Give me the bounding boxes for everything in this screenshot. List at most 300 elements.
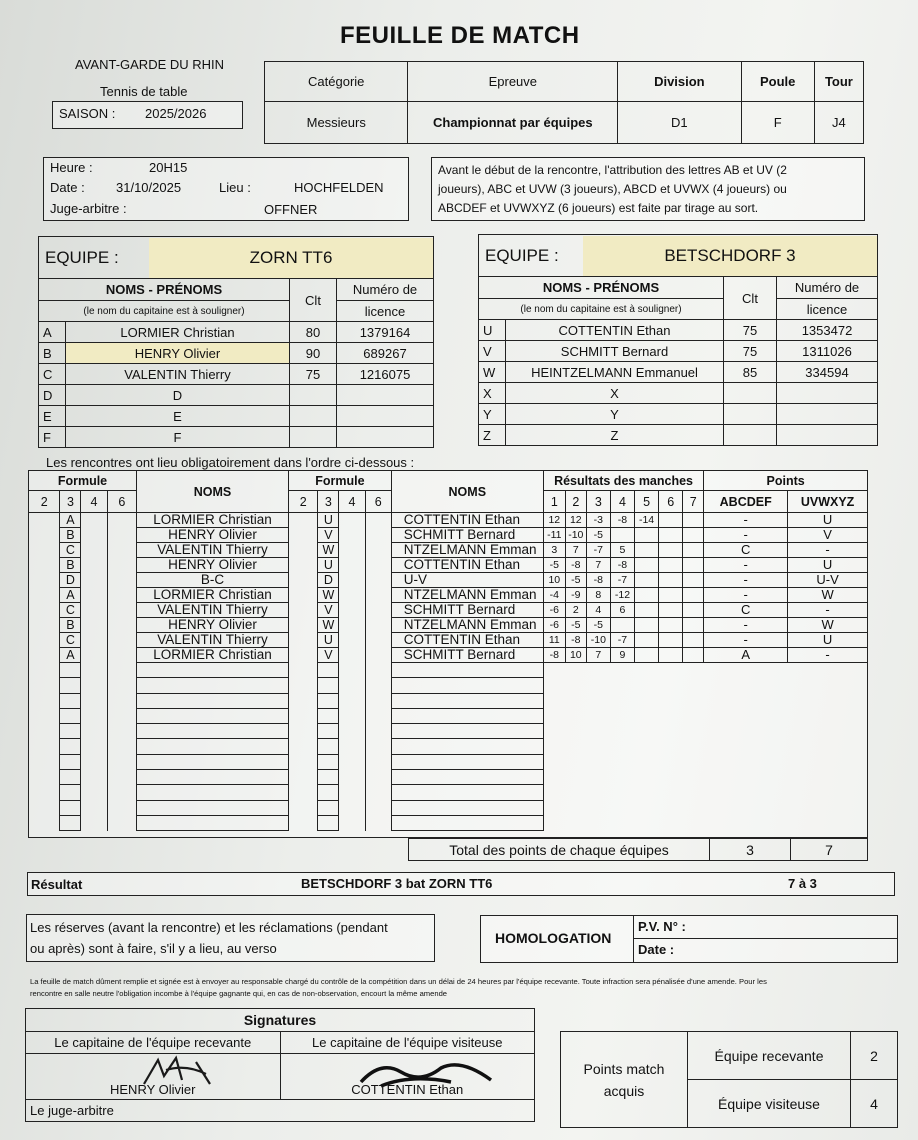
set-score xyxy=(683,513,704,528)
empty-cell xyxy=(339,693,365,708)
away-team-name: BETSCHDORF 3 xyxy=(583,236,877,276)
empty-cell xyxy=(136,785,288,800)
away-licence-header: Numéro de xyxy=(777,277,878,299)
formule-header-away: Formule xyxy=(289,471,392,491)
empty-cell xyxy=(659,708,683,723)
empty-cell xyxy=(659,815,683,830)
formule-6-away-cell xyxy=(365,543,391,558)
away-player: NTZELMANN Emman xyxy=(391,588,543,603)
home-player-letter: D xyxy=(39,385,66,406)
empty-cell xyxy=(81,739,107,754)
empty-cell xyxy=(610,724,634,739)
home-player-licence: 1379164 xyxy=(337,322,434,343)
home-player-row xyxy=(39,385,434,406)
empty-cell xyxy=(635,708,659,723)
formule-4-away-cell xyxy=(339,513,365,528)
away-player-letter: U xyxy=(479,320,506,341)
set-score xyxy=(659,573,683,588)
empty-cell xyxy=(788,815,868,830)
empty-cell xyxy=(136,663,288,678)
categorie-header: Catégorie xyxy=(265,62,408,102)
away-letter: W xyxy=(318,543,339,558)
empty-match-row xyxy=(29,785,868,800)
empty-cell xyxy=(289,708,318,723)
empty-cell xyxy=(365,724,391,739)
tour-value: J4 xyxy=(814,102,863,144)
set-score xyxy=(659,633,683,648)
away-letter: W xyxy=(318,588,339,603)
empty-cell xyxy=(81,708,107,723)
empty-cell xyxy=(60,770,81,785)
away-points-label: Équipe visiteuse xyxy=(688,1080,851,1128)
empty-cell xyxy=(704,785,788,800)
totals-away: 7 xyxy=(791,839,868,861)
points-match-label-2: acquis xyxy=(603,1082,645,1099)
formule-2-away-cell xyxy=(289,648,318,663)
away-player-row xyxy=(479,425,878,446)
formule-6-home-cell xyxy=(107,543,136,558)
away-letter: V xyxy=(318,648,339,663)
empty-cell xyxy=(81,693,107,708)
formule-4-away-cell xyxy=(339,558,365,573)
empty-cell xyxy=(318,815,339,830)
juge-value: OFFNER xyxy=(264,202,318,217)
empty-cell xyxy=(318,678,339,693)
signatures-table xyxy=(25,1008,535,1122)
home-points-value: 2 xyxy=(851,1032,898,1080)
empty-cell xyxy=(29,739,60,754)
formule-6-home-cell xyxy=(107,513,136,528)
set-score: 12 xyxy=(565,513,586,528)
empty-cell xyxy=(289,785,318,800)
empty-cell xyxy=(683,739,704,754)
set-score: 8 xyxy=(586,588,610,603)
empty-cell xyxy=(136,678,288,693)
heure-label: Heure : xyxy=(50,160,93,175)
empty-cell xyxy=(565,663,586,678)
set-score xyxy=(683,558,704,573)
empty-cell xyxy=(289,724,318,739)
empty-match-row xyxy=(29,800,868,815)
empty-match-row xyxy=(29,663,868,678)
formule-6-home-cell xyxy=(107,528,136,543)
empty-cell xyxy=(318,739,339,754)
set-score xyxy=(635,573,659,588)
set-score: -6 xyxy=(543,618,565,633)
juge-label: Juge-arbitre : xyxy=(50,201,127,216)
away-player: SCHMITT Bernard xyxy=(391,603,543,618)
set-score: -6 xyxy=(543,603,565,618)
empty-cell xyxy=(683,754,704,769)
empty-cell xyxy=(81,815,107,830)
set-score xyxy=(610,528,634,543)
empty-cell xyxy=(704,754,788,769)
empty-cell xyxy=(788,800,868,815)
signatures-title: Signatures xyxy=(26,1009,535,1032)
page-title: FEUILLE DE MATCH xyxy=(340,22,580,49)
formule-4-away-cell xyxy=(339,603,365,618)
home-letter: A xyxy=(60,513,81,528)
home-player-letter: C xyxy=(39,364,66,385)
empty-cell xyxy=(659,739,683,754)
formule-4-home-cell xyxy=(81,618,107,633)
formule-2-home-cell xyxy=(29,573,60,588)
empty-cell xyxy=(107,785,136,800)
home-player: HENRY Olivier xyxy=(136,558,288,573)
points-away: U xyxy=(788,558,868,573)
away-player-name: SCHMITT Bernard xyxy=(506,341,724,362)
empty-cell xyxy=(565,785,586,800)
empty-cell xyxy=(565,724,586,739)
lieu-label: Lieu : xyxy=(219,180,251,195)
formule-2-away-cell xyxy=(289,633,318,648)
empty-cell xyxy=(391,724,543,739)
match-row xyxy=(29,528,868,543)
home-captain-signature xyxy=(136,1054,226,1090)
empty-cell xyxy=(543,739,565,754)
formule-4-home-cell xyxy=(81,528,107,543)
empty-cell xyxy=(136,739,288,754)
set-score xyxy=(635,558,659,573)
reserves-line-1: Les réserves (avant la rencontre) et les réclamations (pendant xyxy=(30,920,388,935)
away-player-licence xyxy=(777,404,878,425)
home-player-licence: 1216075 xyxy=(337,364,434,385)
empty-cell xyxy=(318,708,339,723)
formule-4-away: 4 xyxy=(339,491,365,513)
empty-cell xyxy=(81,770,107,785)
formule-4-home-cell xyxy=(81,633,107,648)
home-letter: C xyxy=(60,633,81,648)
away-player-name: X xyxy=(506,383,724,404)
formule-2-away-cell xyxy=(289,588,318,603)
empty-cell xyxy=(339,724,365,739)
formule-6-home-cell xyxy=(107,648,136,663)
empty-cell xyxy=(659,785,683,800)
empty-match-row xyxy=(29,693,868,708)
empty-cell xyxy=(683,800,704,815)
legal-text xyxy=(30,976,890,1000)
result-label: Résultat xyxy=(31,877,83,892)
set-score xyxy=(683,603,704,618)
away-player-licence xyxy=(777,425,878,446)
set-score: -5 xyxy=(565,618,586,633)
formule-6-away-cell xyxy=(365,588,391,603)
set-score xyxy=(683,618,704,633)
set-score: -8 xyxy=(610,513,634,528)
resultats-header: Résultats des manches xyxy=(543,471,703,491)
empty-cell xyxy=(81,754,107,769)
empty-cell xyxy=(788,663,868,678)
juge-arbitre-label: Le juge-arbitre xyxy=(26,1100,535,1122)
empty-cell xyxy=(318,770,339,785)
points-away: W xyxy=(788,588,868,603)
club-sport: Tennis de table xyxy=(100,84,188,99)
competition-table xyxy=(264,61,864,144)
away-player-letter: Z xyxy=(479,425,506,446)
match-row xyxy=(29,648,868,663)
empty-cell xyxy=(586,724,610,739)
empty-cell xyxy=(391,800,543,815)
note-line-1: Avant le début de la rencontre, l'attribution des lettres AB et UV (2 xyxy=(438,163,787,177)
set-score: 7 xyxy=(586,558,610,573)
formule-2-home-cell xyxy=(29,633,60,648)
empty-cell xyxy=(339,785,365,800)
empty-cell xyxy=(586,708,610,723)
set-score xyxy=(659,528,683,543)
empty-cell xyxy=(704,663,788,678)
empty-cell xyxy=(543,708,565,723)
empty-cell xyxy=(586,739,610,754)
lieu-value: HOCHFELDEN xyxy=(294,180,384,195)
empty-cell xyxy=(565,708,586,723)
away-licence-header-2: licence xyxy=(777,299,878,320)
formule-2-away-cell xyxy=(289,603,318,618)
points-home: - xyxy=(704,558,788,573)
empty-cell xyxy=(659,754,683,769)
empty-cell xyxy=(788,693,868,708)
away-player-name: COTTENTIN Ethan xyxy=(506,320,724,341)
set-score: -8 xyxy=(543,648,565,663)
set-score xyxy=(635,588,659,603)
set-score xyxy=(659,648,683,663)
set-score: -9 xyxy=(565,588,586,603)
formule-6-away-cell xyxy=(365,618,391,633)
set-score: -7 xyxy=(610,633,634,648)
away-player-name: HEINTZELMANN Emmanuel xyxy=(506,362,724,383)
set-score xyxy=(635,603,659,618)
away-noms-header: NOMS - PRÉNOMS xyxy=(479,277,724,299)
empty-cell xyxy=(60,800,81,815)
home-noms-header: NOMS - PRÉNOMS xyxy=(39,279,290,301)
empty-cell xyxy=(318,754,339,769)
home-player: VALENTIN Thierry xyxy=(136,603,288,618)
formule-4-home: 4 xyxy=(81,491,107,513)
formule-3-away: 3 xyxy=(318,491,339,513)
set-score xyxy=(683,633,704,648)
set-score: -5 xyxy=(543,558,565,573)
match-row xyxy=(29,618,868,633)
note-line-3: ABCDEF et UVWXYZ (6 joueurs) est faite par tirage au sort. xyxy=(438,201,759,215)
formule-4-away-cell xyxy=(339,588,365,603)
home-player-licence xyxy=(337,427,434,448)
manche-5-header: 5 xyxy=(635,491,659,513)
home-player-row xyxy=(39,322,434,343)
match-info-box xyxy=(43,157,409,221)
empty-cell xyxy=(107,724,136,739)
empty-cell xyxy=(704,708,788,723)
empty-cell xyxy=(339,800,365,815)
empty-cell xyxy=(289,693,318,708)
empty-cell xyxy=(136,800,288,815)
empty-cell xyxy=(339,708,365,723)
set-score xyxy=(635,618,659,633)
empty-cell xyxy=(289,815,318,830)
draw-note-box xyxy=(431,157,865,221)
empty-cell xyxy=(365,708,391,723)
formule-2-away-cell xyxy=(289,528,318,543)
empty-cell xyxy=(136,708,288,723)
homologation-label: HOMOLOGATION xyxy=(495,930,612,946)
home-player: LORMIER Christian xyxy=(136,513,288,528)
empty-cell xyxy=(107,815,136,830)
set-score: -5 xyxy=(586,618,610,633)
empty-cell xyxy=(60,708,81,723)
formule-2-away: 2 xyxy=(289,491,318,513)
away-player-clt: 75 xyxy=(724,320,777,341)
away-player-clt xyxy=(724,425,777,446)
empty-cell xyxy=(586,678,610,693)
set-score xyxy=(610,618,634,633)
empty-cell xyxy=(635,754,659,769)
formule-2-home-cell xyxy=(29,513,60,528)
home-player-letter: E xyxy=(39,406,66,427)
legal-line-2: rencontre en salle neutre l'obligation incombe à l'équipe gagnante qui, en cas de non-observation, encourt la même amende xyxy=(30,989,448,998)
match-row xyxy=(29,573,868,588)
home-player: VALENTIN Thierry xyxy=(136,633,288,648)
points-away: - xyxy=(788,648,868,663)
points-header: Points xyxy=(704,471,868,491)
empty-cell xyxy=(610,678,634,693)
empty-cell xyxy=(391,693,543,708)
set-score: 7 xyxy=(586,648,610,663)
date-label: Date : xyxy=(50,180,85,195)
home-team-table xyxy=(38,236,434,448)
home-player: HENRY Olivier xyxy=(136,528,288,543)
set-score xyxy=(635,528,659,543)
empty-cell xyxy=(29,663,60,678)
away-player-clt: 75 xyxy=(724,341,777,362)
away-player-row xyxy=(479,362,878,383)
away-letter: D xyxy=(318,573,339,588)
empty-cell xyxy=(704,678,788,693)
reserves-line-2: ou après) sont à faire, s'il y a lieu, au verso xyxy=(30,941,277,956)
empty-cell xyxy=(565,800,586,815)
formule-4-home-cell xyxy=(81,558,107,573)
away-clt-header: Clt xyxy=(724,277,777,320)
formule-6-away-cell xyxy=(365,648,391,663)
set-score: -7 xyxy=(610,573,634,588)
home-letter: B xyxy=(60,618,81,633)
empty-match-row xyxy=(29,739,868,754)
home-player-row xyxy=(39,343,434,364)
away-player: COTTENTIN Ethan xyxy=(391,633,543,648)
empty-cell xyxy=(60,815,81,830)
empty-cell xyxy=(81,785,107,800)
away-letter: U xyxy=(318,513,339,528)
away-player: SCHMITT Bernard xyxy=(391,528,543,543)
home-player: VALENTIN Thierry xyxy=(136,543,288,558)
formule-6-away-cell xyxy=(365,573,391,588)
empty-cell xyxy=(339,770,365,785)
set-score xyxy=(659,603,683,618)
empty-cell xyxy=(339,754,365,769)
away-player: U-V xyxy=(391,573,543,588)
away-letter: V xyxy=(318,528,339,543)
set-score: 7 xyxy=(565,543,586,558)
formule-4-home-cell xyxy=(81,513,107,528)
away-captain-label: Le capitaine de l'équipe visiteuse xyxy=(280,1032,535,1054)
empty-cell xyxy=(543,800,565,815)
formule-4-away-cell xyxy=(339,543,365,558)
empty-cell xyxy=(391,708,543,723)
matches-table xyxy=(28,470,868,831)
empty-cell xyxy=(365,693,391,708)
points-uvwxyz-header: UVWXYZ xyxy=(788,491,868,513)
empty-cell xyxy=(318,693,339,708)
points-home: C xyxy=(704,543,788,558)
points-away: U xyxy=(788,513,868,528)
manche-7-header: 7 xyxy=(683,491,704,513)
formule-6-away-cell xyxy=(365,603,391,618)
home-letter: C xyxy=(60,603,81,618)
empty-cell xyxy=(635,663,659,678)
points-home: - xyxy=(704,633,788,648)
empty-cell xyxy=(339,739,365,754)
division-value: D1 xyxy=(618,102,741,144)
empty-cell xyxy=(318,663,339,678)
empty-cell xyxy=(543,770,565,785)
home-player-name: HENRY Olivier xyxy=(66,343,290,364)
empty-cell xyxy=(136,693,288,708)
empty-cell xyxy=(683,693,704,708)
empty-cell xyxy=(60,693,81,708)
empty-match-row xyxy=(29,708,868,723)
totals-home: 3 xyxy=(710,839,791,861)
empty-cell xyxy=(29,708,60,723)
empty-cell xyxy=(635,815,659,830)
empty-cell xyxy=(391,785,543,800)
formule-6-away-cell xyxy=(365,633,391,648)
empty-cell xyxy=(635,678,659,693)
empty-cell xyxy=(365,678,391,693)
empty-cell xyxy=(29,785,60,800)
legal-line-1: La feuille de match dûment remplie et signée est à envoyer au responsable chargé du contrôle de la compétition dans un délai de 24 heures par l'équipe recevante. Toute infraction sera pénalisée d'une amende. Pour les xyxy=(30,977,767,986)
reserves-box xyxy=(26,914,435,962)
empty-cell xyxy=(318,785,339,800)
empty-cell xyxy=(565,770,586,785)
home-player-name: VALENTIN Thierry xyxy=(66,364,290,385)
empty-cell xyxy=(610,663,634,678)
empty-cell xyxy=(289,770,318,785)
home-player-name: F xyxy=(66,427,290,448)
points-home: C xyxy=(704,603,788,618)
formule-4-home-cell xyxy=(81,543,107,558)
away-player-licence xyxy=(777,383,878,404)
set-score: -8 xyxy=(565,633,586,648)
home-captain-name: HENRY Olivier xyxy=(110,1082,196,1097)
empty-cell xyxy=(565,693,586,708)
empty-cell xyxy=(704,693,788,708)
home-player: LORMIER Christian xyxy=(136,648,288,663)
away-letter: U xyxy=(318,633,339,648)
empty-cell xyxy=(635,693,659,708)
empty-cell xyxy=(610,800,634,815)
home-captain-label: Le capitaine de l'équipe recevante xyxy=(26,1032,281,1054)
empty-cell xyxy=(391,754,543,769)
empty-cell xyxy=(81,724,107,739)
home-player-licence xyxy=(337,406,434,427)
set-score: -10 xyxy=(565,528,586,543)
division-header: Division xyxy=(618,62,741,102)
set-score: -11 xyxy=(543,528,565,543)
empty-cell xyxy=(635,785,659,800)
points-abcdef-header: ABCDEF xyxy=(704,491,788,513)
empty-cell xyxy=(543,663,565,678)
empty-cell xyxy=(635,739,659,754)
set-score: -12 xyxy=(610,588,634,603)
totals-label: Total des points de chaque équipes xyxy=(409,839,710,861)
poule-header: Poule xyxy=(741,62,814,102)
